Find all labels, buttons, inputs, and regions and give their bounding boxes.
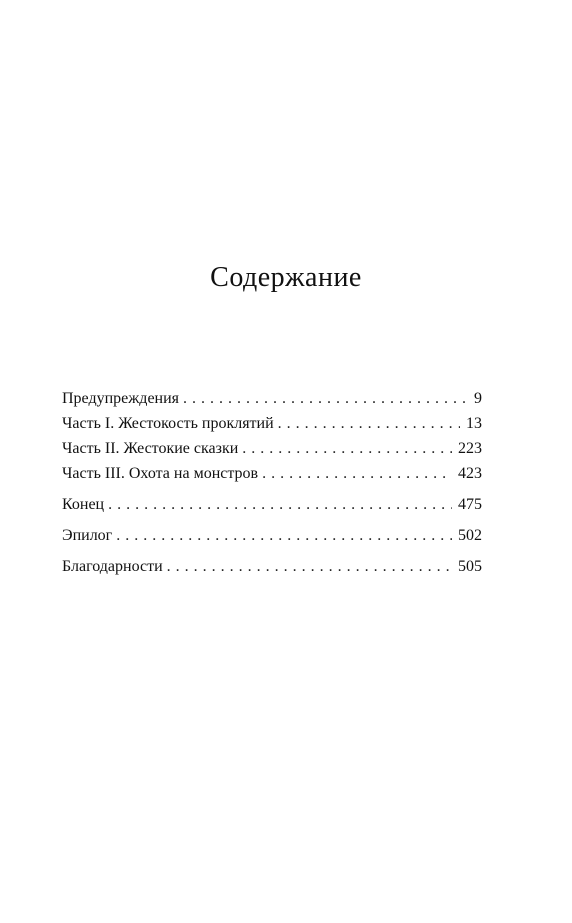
toc-entry (62, 492, 482, 517)
dot-leader (116, 523, 452, 548)
toc-entry-label: Предупреждения (62, 390, 180, 407)
toc-entry-label: Часть II. Жестокие сказки (62, 440, 239, 457)
toc-entry-page: 13 (466, 415, 482, 432)
page-title: Содержание (210, 262, 362, 293)
table-of-contents (62, 386, 482, 579)
toc-entry-page: 423 (458, 465, 482, 482)
toc-entry-page: 9 (474, 390, 482, 407)
dot-leader (278, 411, 460, 436)
toc-entry-label: Благодарности (62, 558, 163, 575)
toc-entry (62, 436, 482, 461)
toc-entry-page: 475 (458, 496, 482, 513)
toc-entry (62, 461, 482, 486)
toc-entry-page: 505 (458, 558, 482, 575)
toc-entry-page: 502 (458, 527, 482, 544)
toc-entry (62, 386, 482, 411)
dot-leader (167, 554, 452, 579)
toc-entry-label: Часть III. Охота на монстров (62, 465, 259, 482)
toc-entry (62, 411, 482, 436)
toc-entry (62, 523, 482, 548)
toc-entry (62, 554, 482, 579)
toc-entry-label: Часть I. Жестокость проклятий (62, 415, 274, 432)
dot-leader (183, 386, 466, 411)
dot-leader (108, 492, 452, 517)
dot-leader (262, 461, 452, 486)
toc-entry-page: 223 (458, 440, 482, 457)
dot-leader (242, 436, 452, 461)
toc-entry-label: Эпилог (62, 527, 113, 544)
toc-entry-label: Конец (62, 496, 105, 513)
